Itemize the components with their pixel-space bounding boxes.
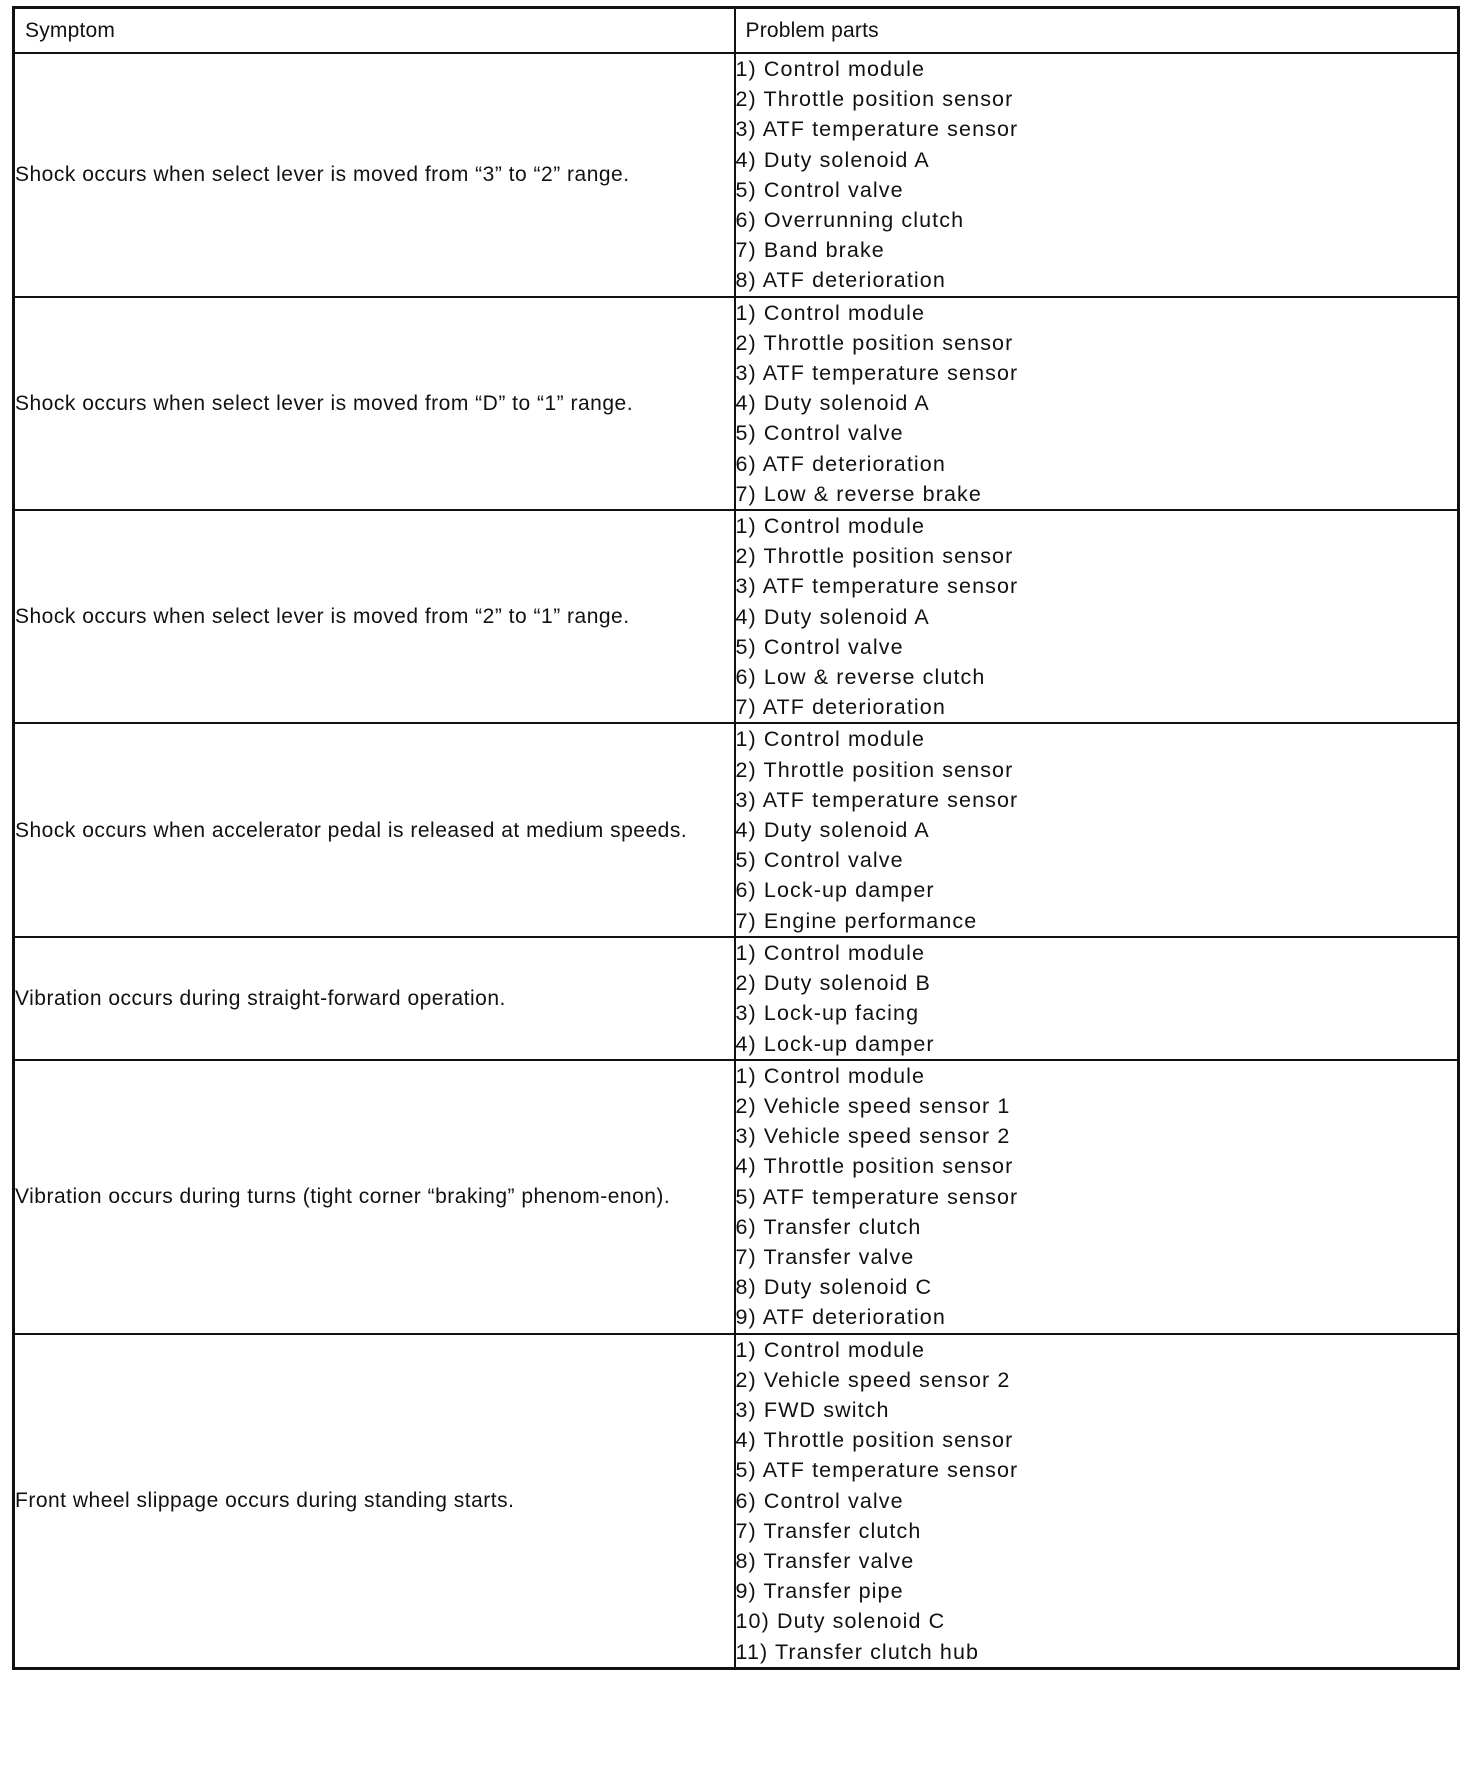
problem-part-item: 6) ATF deterioration [735,451,946,476]
problem-part-item: 4) Lock-up damper [735,1031,935,1056]
problem-parts-list [736,1335,1458,1667]
problem-part-item: 2) Duty solenoid B [735,971,931,996]
problem-parts-list [736,511,1458,722]
symptom-cell: Vibration occurs during turns (tight corner “braking” phenom-enon). [14,1060,735,1334]
problem-part-item: 1) Control module [735,940,926,965]
table-row [14,723,1459,936]
problem-parts-cell [735,1334,1459,1669]
problem-part-item: 5) Control valve [735,421,904,446]
problem-part-item: 2) Throttle position sensor [735,330,1014,355]
problem-part-item: 7) Transfer valve [735,1244,915,1269]
problem-part-item: 3) ATF temperature sensor [735,574,1019,599]
header-row [14,8,1459,54]
symptom-cell: Shock occurs when select lever is moved from “D” to “1” range. [14,297,735,510]
problem-part-item: 6) Lock-up damper [735,878,935,903]
problem-part-item: 7) Low & reverse brake [735,481,982,506]
problem-part-item: 9) ATF deterioration [735,1305,946,1330]
table-body [14,53,1459,1668]
symptom-cell: Shock occurs when select lever is moved from “2” to “1” range. [14,510,735,723]
problem-part-item: 3) Lock-up facing [735,1001,920,1026]
problem-part-item: 5) Control valve [735,848,904,873]
problem-part-item: 8) Transfer valve [735,1548,915,1573]
table-row [14,297,1459,510]
problem-parts-cell [735,1060,1459,1334]
problem-part-item: 3) ATF temperature sensor [735,361,1019,386]
problem-part-item: 5) ATF temperature sensor [735,1458,1019,1483]
problem-part-item: 8) Duty solenoid C [735,1275,933,1300]
problem-part-item: 2) Vehicle speed sensor 2 [735,1367,1011,1392]
problem-part-item: 7) ATF deterioration [735,695,946,720]
problem-part-item: 5) Control valve [735,177,904,202]
problem-parts-cell [735,53,1459,297]
problem-part-item: 4) Duty solenoid A [735,818,930,843]
table-header [14,8,1459,54]
symptom-cell: Shock occurs when select lever is moved from “3” to “2” range. [14,53,735,297]
problem-parts-list [736,298,1458,509]
problem-part-item: 6) Overrunning clutch [735,208,965,233]
symptom-column-header: Symptom [14,8,735,54]
problem-part-item: 9) Transfer pipe [735,1579,904,1604]
table-row [14,1334,1459,1669]
problem-parts-list [736,54,1458,296]
symptom-cell: Vibration occurs during straight-forward operation. [14,937,735,1060]
problem-part-item: 1) Control module [735,300,926,325]
symptom-cell: Shock occurs when accelerator pedal is released at medium speeds. [14,723,735,936]
problem-part-item: 1) Control module [735,57,926,81]
problem-part-item: 5) Control valve [735,634,904,659]
problem-part-item: 1) Control module [735,727,926,752]
problem-parts-cell [735,297,1459,510]
problem-part-item: 2) Throttle position sensor [735,87,1014,112]
table-row [14,1060,1459,1334]
problem-part-item: 5) ATF temperature sensor [735,1184,1019,1209]
problem-part-item: 2) Throttle position sensor [735,757,1014,782]
problem-part-item: 3) FWD switch [735,1397,890,1422]
problem-part-item: 6) Control valve [735,1488,904,1513]
table-row [14,937,1459,1060]
problem-part-item: 4) Duty solenoid A [735,391,930,416]
problem-part-item: 7) Engine performance [735,908,978,933]
problem-part-item: 3) ATF temperature sensor [735,117,1019,142]
problem-part-item: 2) Vehicle speed sensor 1 [735,1093,1011,1118]
problem-parts-cell [735,510,1459,723]
problem-part-item: 1) Control module [735,1337,926,1362]
problem-part-item: 4) Throttle position sensor [735,1428,1014,1453]
problem-part-item: 8) ATF deterioration [735,268,946,293]
problem-part-item: 3) Vehicle speed sensor 2 [735,1124,1011,1149]
problem-part-item: 2) Throttle position sensor [735,544,1014,569]
problem-parts-list [736,724,1458,935]
problem-parts-list [736,938,1458,1059]
symptom-table [12,6,1460,1670]
problem-part-item: 10) Duty solenoid C [735,1609,946,1634]
problem-parts-column-header: Problem parts [735,8,1459,54]
table-row [14,53,1459,297]
problem-part-item: 6) Transfer clutch [735,1214,922,1239]
problem-part-item: 7) Band brake [735,238,885,263]
table-row [14,510,1459,723]
symptom-cell: Front wheel slippage occurs during standing starts. [14,1334,735,1669]
problem-parts-list [736,1061,1458,1333]
problem-part-item: 4) Duty solenoid A [735,604,930,629]
problem-part-item: 11) Transfer clutch hub [735,1639,980,1664]
problem-part-item: 1) Control module [735,514,926,539]
problem-parts-cell [735,937,1459,1060]
problem-part-item: 7) Transfer clutch [735,1518,922,1543]
problem-parts-cell [735,723,1459,936]
problem-part-item: 1) Control module [735,1063,926,1088]
problem-part-item: 4) Throttle position sensor [735,1154,1014,1179]
problem-part-item: 4) Duty solenoid A [735,147,930,172]
problem-part-item: 3) ATF temperature sensor [735,787,1019,812]
problem-part-item: 6) Low & reverse clutch [735,665,986,690]
